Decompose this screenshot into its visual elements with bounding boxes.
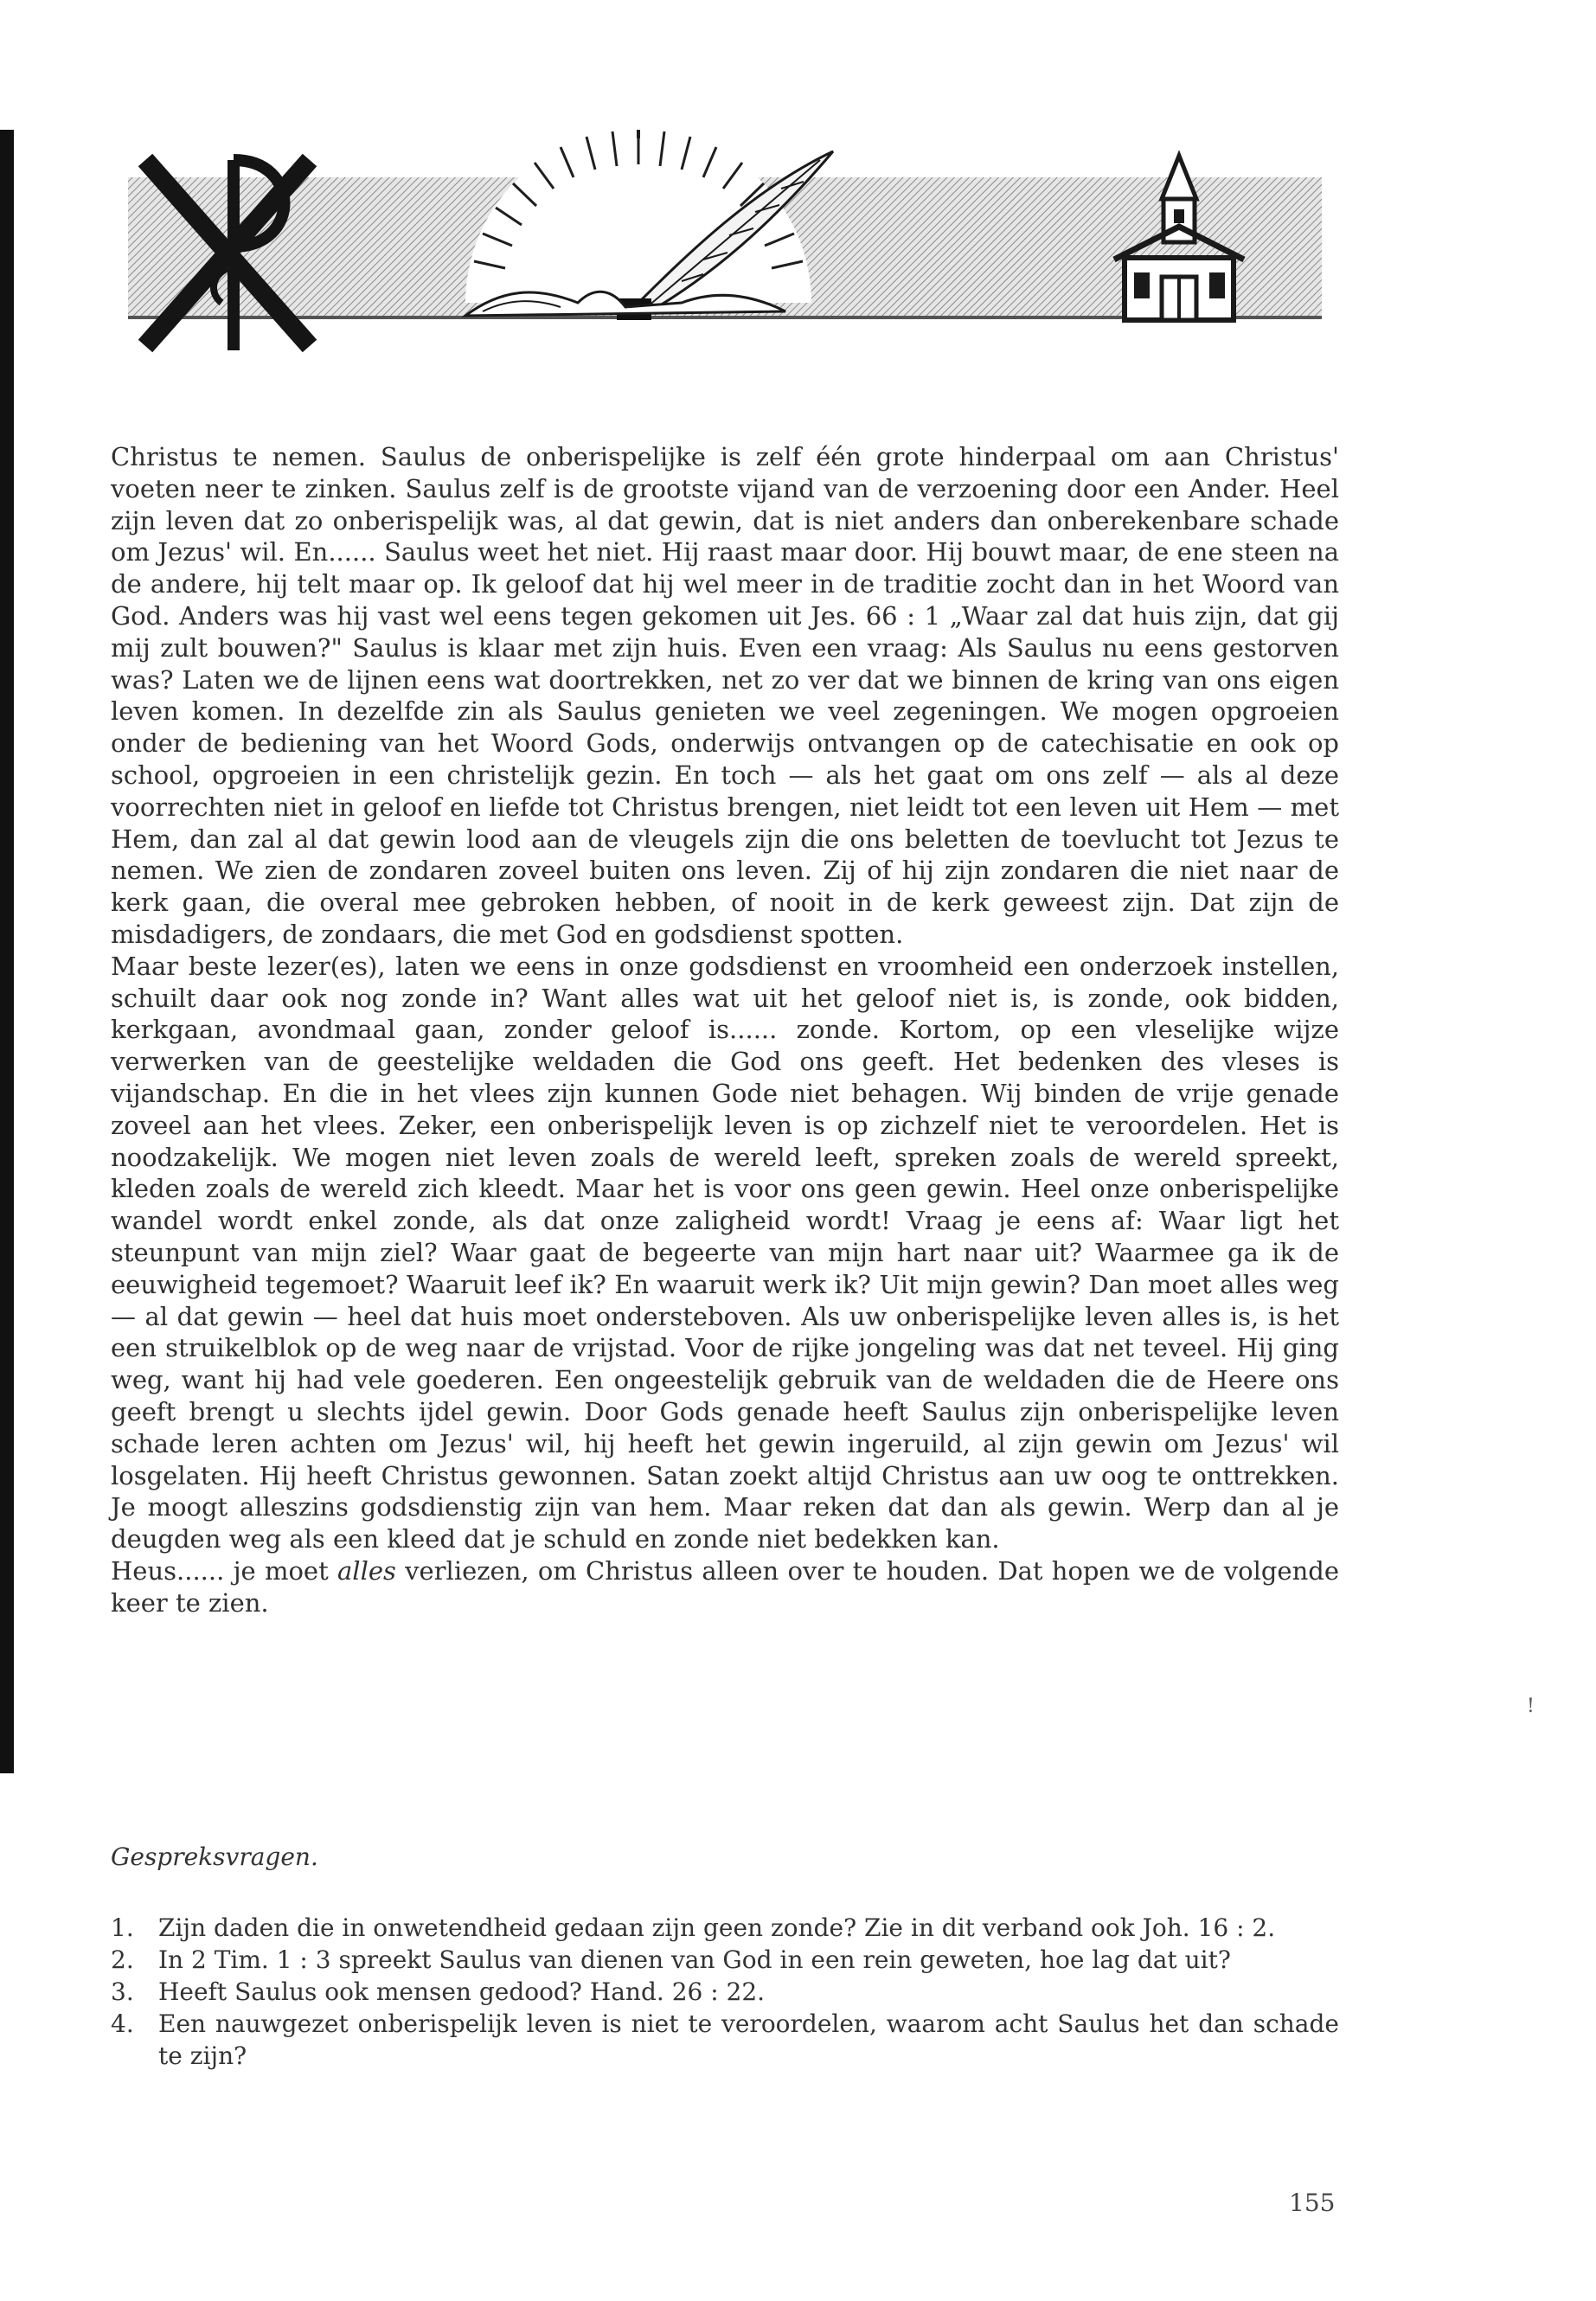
question-number: 2. bbox=[111, 1945, 134, 1974]
scan-edge-bar bbox=[0, 130, 14, 1773]
question-item bbox=[111, 1912, 1339, 1944]
question-item bbox=[111, 1944, 1339, 1976]
paragraph: Maar beste lezer(es), laten we eens in onze godsdienst en vroomheid een onderzoek instellen, schuilt daar ook nog zonde in? Want alles wat uit het geloof niet is, is zonde, ook bidden, kerkgaan, avondmaal gaan, zonder geloof is...... zonde. Kortom, op een vleselijke wijze verwerken van de geestelijke weldaden die God ons geeft. Het bedenken des vleses is vijandschap. En die in het vlees zijn kunnen Gode niet behagen. Wij binden de vrije genade zoveel aan het vlees. Zeker, een onberispelijk leven is op zichzelf niet te veroordelen. Het is noodzakelijk. We mogen niet leven zoals de wereld leeft, spreken zoals de wereld spreekt, kleden zoals de wereld zich kleedt. Maar het is voor ons geen gewin. Heel onze onberispelijke wandel wordt enkel zonde, als dat onze zaligheid wordt! Vraag je eens af: Waar ligt het steunpunt van mijn ziel? Waar gaat de begeerte van mijn hart naar uit? Waarmee ga ik de eeuwigheid tegemoet? Waaruit leef ik? En waaruit werk ik? Uit mijn gewin? Dan moet alles weg — al dat gewin — heel dat huis moet ondersteboven. Als uw onberispelijke leven alles is, is het een struikelblok op de weg naar de vrijstad. Voor de rijke jongeling was dat net teveel. Hij ging weg, want hij had vele goederen. Een ongeestelijk gebruik van de weldaden die de Heere ons geeft brengt u slechts ijdel gewin. Door Gods genade heeft Saulus zijn onberispelijke leven schade leren achten om Jezus' wil, hij heeft het gewin ingeruild, al zijn gewin om Jezus' wil losgelaten. Hij heeft Christus gewonnen. Satan zoekt altijd Christus aan uw oog te onttrekken. Je moogt alleszins godsdienstig zijn van hem. Maar reken dat dan als gewin. Werp dan al je deugden weg als een kleed dat je schuld en zonde niet bedekken kan. bbox=[111, 951, 1339, 1554]
question-item bbox=[111, 2008, 1339, 2072]
question-text: Een nauwgezet onberispelijk leven is niet te veroordelen, waarom acht Saulus het dan schade te zijn? bbox=[158, 2009, 1339, 2070]
question-number: 1. bbox=[111, 1913, 134, 1942]
question-text: Zijn daden die in onwetendheid gedaan zijn geen zonde? Zie in dit verband ook Joh. 16 : 2. bbox=[158, 1913, 1276, 1942]
closing-line-start: Heus...... je moet bbox=[111, 1555, 337, 1586]
margin-mark: ! bbox=[1527, 1695, 1535, 1717]
question-number: 3. bbox=[111, 1977, 134, 2006]
question-text: In 2 Tim. 1 : 3 spreekt Saulus van dienen van God in een rein geweten, hoe lag dat uit? bbox=[158, 1945, 1231, 1974]
question-list bbox=[111, 1912, 1339, 2072]
closing-line bbox=[111, 1555, 1339, 1619]
header-banner bbox=[128, 130, 1322, 372]
article-body bbox=[111, 441, 1339, 1618]
questions-heading: Gespreksvragen. bbox=[111, 1843, 318, 1871]
page-number: 155 bbox=[1289, 2189, 1336, 2217]
emphasis-word: alles bbox=[337, 1555, 396, 1586]
question-number: 4. bbox=[111, 2009, 134, 2038]
paragraph: Christus te nemen. Saulus de onberispelijke is zelf één grote hinderpaal om aan Christus' voeten neer te zinken. Saulus zelf is de grootste vijand van de verzoening door een Ander. Heel zijn leven dat zo onberispelijk was, al dat gewin, dat is niet anders dan onberekenbare schade om Jezus' wil. En...... Saulus weet het niet. Hij raast maar door. Hij bouwt maar, de ene steen na de andere, hij telt maar op. Ik geloof dat hij wel meer in de traditie zocht dan in het Woord van God. Anders was hij vast wel eens tegen gekomen uit Jes. 66 : 1 „Waar zal dat huis zijn, dat gij mij zult bouwen?" Saulus is klaar met zijn huis. Even een vraag: Als Saulus nu eens gestorven was? Laten we de lijnen eens wat doortrekken, net zo ver dat we binnen de kring van ons eigen leven komen. In dezelfde zin als Saulus genieten we veel zegeningen. We mogen opgroeien onder de bediening van het Woord Gods, onderwijs ontvangen op de catechisatie en ook op school, opgroeien in een christelijk gezin. En toch — als het gaat om ons zelf — als al deze voorrechten niet in geloof en liefde tot Christus brengen, niet leidt tot een leven uit Hem — met Hem, dan zal al dat gewin lood aan de vleugels zijn die ons beletten de toevlucht tot Jezus te nemen. We zien de zondaren zoveel buiten ons leven. Zij of hij zijn zondaren die niet naar de kerk gaan, die overal mee gebroken hebben, of nooit in de kerk geweest zijn. Dat zijn de misdadigers, de zondaars, die met God en godsdienst spotten. bbox=[111, 442, 1339, 949]
closing-line-end: verliezen, om Christus alleen over te houden. Dat hopen we de volgende keer te zien. bbox=[111, 1555, 1340, 1618]
question-text: Heeft Saulus ook mensen gedood? Hand. 26 : 22. bbox=[158, 1977, 766, 2006]
question-item bbox=[111, 1976, 1339, 2008]
